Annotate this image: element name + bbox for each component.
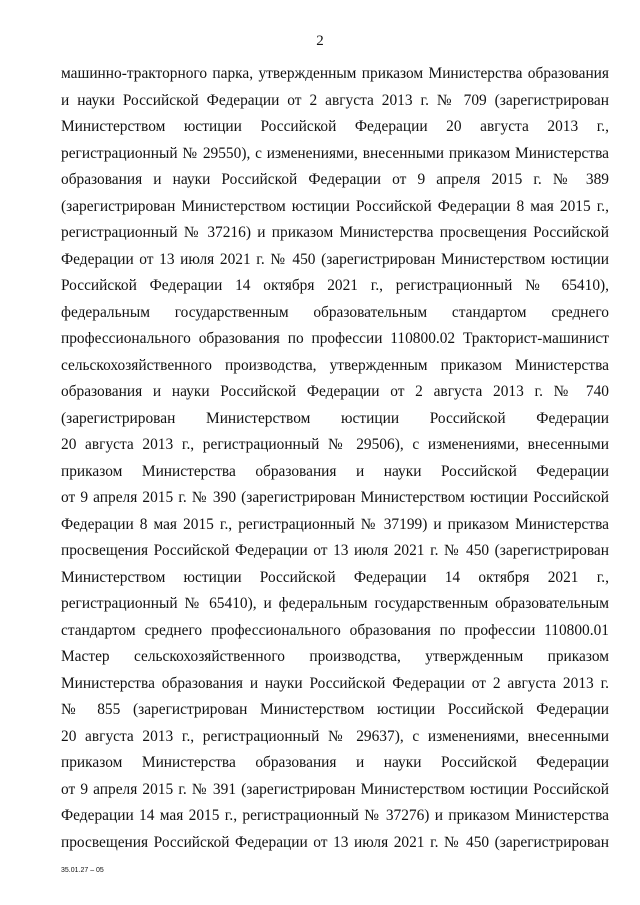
text-line: образования и науки Российской Федерации от 9 апреля 2015 г. № 389: [61, 171, 609, 188]
text-line: № 855 (зарегистрирован Министерством юстиции Российской Федерации: [61, 701, 609, 718]
text-line: от 9 апреля 2015 г. № 390 (зарегистрирован Министерством юстиции Российской: [61, 489, 609, 506]
text-line: Федерации 14 мая 2015 г., регистрационный № 37276) и приказом Министерства: [61, 807, 609, 824]
text-line: (зарегистрирован Министерством юстиции Российской Федерации: [61, 409, 609, 427]
text-line: стандартом среднего профессионального образования по профессии 110800.01: [61, 621, 609, 639]
text-line: сельскохозяйственного производства, утвержденным приказом Министерства: [61, 356, 609, 374]
text-line: от 9 апреля 2015 г. № 391 (зарегистрирован Министерством юстиции Российской: [61, 780, 609, 798]
text-line: Федерации от 13 июля 2021 г. № 450 (зарегистрирован Министерством юстиции: [61, 250, 609, 268]
text-line: регистрационный № 37216) и приказом Министерства просвещения Российской: [61, 224, 609, 241]
text-line: регистрационный № 65410), и федеральным государственным образовательным: [61, 595, 609, 612]
text-line: приказом Министерства образования и науки Российской Федерации: [61, 462, 609, 480]
text-line: и науки Российской Федерации от 2 августа 2013 г. № 709 (зарегистрирован: [61, 91, 609, 109]
text-line: Министерством юстиции Российской Федерации 14 октября 2021 г.,: [61, 568, 609, 586]
text-line: Мастер сельскохозяйственного производства, утвержденным приказом: [61, 648, 609, 665]
text-line: (зарегистрирован Министерством юстиции Российской Федерации 8 мая 2015 г.,: [61, 197, 609, 215]
text-line: Министерством юстиции Российской Федерации 20 августа 2013 г.,: [61, 118, 609, 135]
text-line: просвещения Российской Федерации от 13 июля 2021 г. № 450 (зарегистрирован: [61, 542, 609, 559]
text-line: Федерации 8 мая 2015 г., регистрационный № 37199) и приказом Министерства: [61, 515, 609, 533]
text-line: приказом Министерства образования и науки Российской Федерации: [61, 754, 609, 771]
text-line: Российской Федерации 14 октября 2021 г., регистрационный № 65410),: [61, 277, 609, 294]
text-line: 20 августа 2013 г., регистрационный № 29637), с изменениями, внесенными: [61, 727, 609, 745]
text-line: регистрационный № 29550), с изменениями, внесенными приказом Министерства: [61, 144, 609, 162]
text-line: Министерства образования и науки Российской Федерации от 2 августа 2013 г.: [61, 674, 609, 692]
page-number: 2: [316, 33, 324, 49]
text-line: просвещения Российской Федерации от 13 июля 2021 г. № 450 (зарегистрирован: [61, 833, 609, 851]
text-line: федеральным государственным образовательным стандартом среднего: [61, 303, 609, 321]
document-body: [61, 61, 609, 856]
document-footer-code: 35.01.27 – 05: [61, 867, 104, 874]
text-line: образования и науки Российской Федерации от 2 августа 2013 г. № 740: [61, 383, 609, 400]
text-line: профессионального образования по профессии 110800.02 Тракторист-машинист: [61, 330, 609, 347]
text-line: машинно-тракторного парка, утвержденным приказом Министерства образования: [61, 65, 609, 82]
text-line: 20 августа 2013 г., регистрационный № 29506), с изменениями, внесенными: [61, 436, 609, 453]
